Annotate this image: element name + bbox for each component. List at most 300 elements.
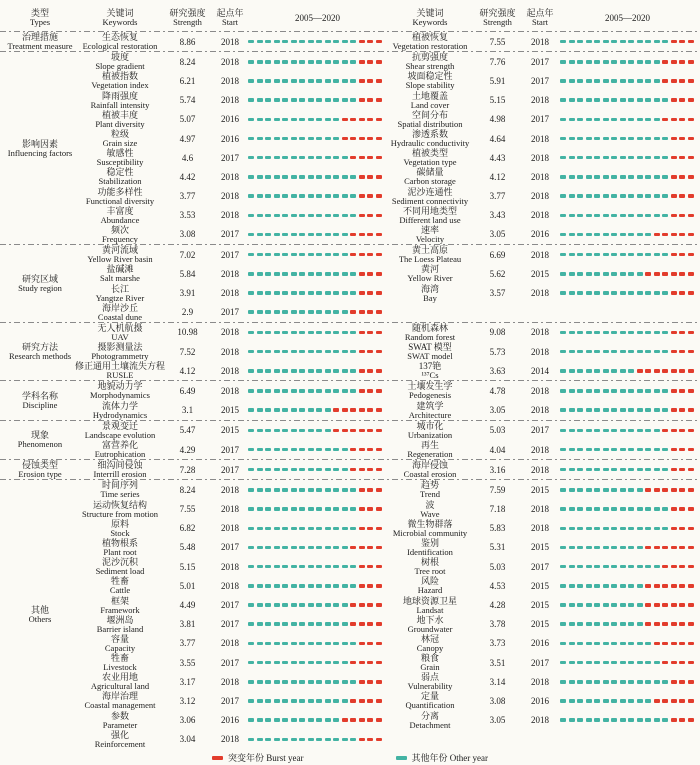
other-year-segment [274, 429, 280, 433]
keyword-zh: 无人机航摄 [97, 322, 143, 333]
other-year-segment [620, 253, 626, 257]
start-year: 2015 [531, 580, 549, 591]
other-year-segment [316, 310, 322, 314]
timeline-bar [560, 389, 694, 393]
start-year: 2015 [221, 425, 239, 436]
burst-timeline [555, 342, 700, 361]
other-year-segment [316, 527, 322, 531]
other-year-segment [569, 60, 575, 64]
other-year-segment [248, 194, 254, 198]
header-keywords-en: Keywords [412, 17, 448, 27]
other-year-segment [265, 233, 271, 237]
other-year-segment [308, 98, 314, 102]
burst-year-segment [359, 60, 365, 64]
burst-year-segment [679, 718, 685, 722]
keyword-cell [80, 283, 160, 302]
burst-year-segment [359, 448, 365, 452]
other-year-segment [611, 291, 617, 295]
other-year-segment [342, 507, 348, 511]
other-year-segment [645, 661, 651, 665]
other-year-segment [594, 565, 600, 569]
other-year-segment [325, 272, 331, 276]
other-year-segment [316, 642, 322, 646]
strength-value: 3.57 [489, 288, 506, 299]
other-year-segment [333, 331, 339, 335]
other-year-segment [560, 661, 566, 665]
other-year-segment [577, 527, 583, 531]
burst-year-segment [679, 156, 685, 160]
other-year-segment [308, 622, 314, 626]
burst-year-segment [679, 79, 685, 83]
other-year-segment [594, 233, 600, 237]
keyword-cell [390, 711, 470, 730]
burst-timeline [245, 206, 390, 225]
strength-value: 3.17 [179, 676, 196, 687]
strength-value: 3.05 [489, 229, 506, 240]
burst-timeline [555, 480, 700, 499]
other-year-segment [333, 507, 339, 511]
burst-year-segment [359, 565, 365, 569]
start-year: 2018 [531, 152, 549, 163]
other-year-segment [560, 233, 566, 237]
burst-year-segment [376, 507, 382, 511]
type-label [0, 52, 80, 244]
type-en: Study region [18, 282, 62, 293]
strength-value: 5.62 [489, 268, 506, 279]
other-year-segment [299, 350, 305, 354]
other-year-segment [299, 718, 305, 722]
other-year-segment [325, 194, 331, 198]
other-year-segment [291, 661, 297, 665]
strength-value: 5.47 [179, 425, 196, 436]
group-3 [0, 245, 700, 322]
keyword-cell [390, 672, 470, 691]
burst-year-segment [688, 389, 694, 393]
type-label [0, 381, 80, 419]
other-year-segment [586, 389, 592, 393]
keyword-en: Cattle [109, 585, 131, 596]
strength-value: 5.15 [179, 561, 196, 572]
other-year-segment [274, 488, 280, 492]
header-keywords-left [80, 4, 160, 31]
other-year-segment [577, 584, 583, 588]
burst-year-segment [376, 118, 382, 122]
timeline-bar [560, 622, 694, 626]
keyword-cell [390, 653, 470, 672]
other-year-segment [560, 253, 566, 257]
burst-year-segment [688, 291, 694, 295]
timeline-bar [560, 642, 694, 646]
other-year-segment [291, 175, 297, 179]
other-year-segment [594, 79, 600, 83]
burst-year-segment [671, 603, 677, 607]
start-year: 2016 [221, 133, 239, 144]
keyword-zh: 坡度 [110, 52, 129, 63]
keyword-zh: SWAT 模型 [408, 342, 452, 353]
other-year-segment [342, 98, 348, 102]
burst-timeline [245, 381, 390, 400]
other-year-segment [333, 233, 339, 237]
burst-year-segment [350, 718, 356, 722]
other-year-segment [645, 429, 651, 433]
start-year: 2017 [221, 249, 239, 260]
keyword-zh: 树根 [420, 557, 439, 568]
other-year-segment [569, 468, 575, 472]
burst-year-segment [662, 79, 668, 83]
burst-year-segment [359, 488, 365, 492]
keyword-zh: 植被丰度 [101, 109, 138, 120]
timeline-bar [248, 389, 382, 393]
other-year-segment [637, 565, 643, 569]
burst-year-segment [671, 622, 677, 626]
start-year: 2018 [531, 346, 549, 357]
header-start-left [215, 4, 245, 31]
burst-year-segment [671, 214, 677, 218]
strength-value: 3.55 [179, 657, 196, 668]
other-year-segment [662, 350, 668, 354]
burst-year-segment [376, 565, 382, 569]
burst-timeline [555, 323, 700, 342]
burst-year-segment [367, 468, 373, 472]
other-year-segment [308, 642, 314, 646]
other-year-segment [620, 40, 626, 44]
other-year-segment [603, 408, 609, 412]
burst-year-segment [367, 98, 373, 102]
other-year-segment [282, 156, 288, 160]
other-year-segment [257, 310, 263, 314]
burst-year-segment [679, 408, 685, 412]
other-year-segment [586, 79, 592, 83]
other-year-segment [620, 527, 626, 531]
keyword-cell [390, 206, 470, 225]
other-year-segment [299, 137, 305, 141]
burst-year-segment [367, 622, 373, 626]
other-year-segment [628, 565, 634, 569]
other-year-segment [611, 175, 617, 179]
other-year-segment [569, 369, 575, 373]
strength-value: 4.6 [181, 152, 194, 163]
other-year-segment [620, 350, 626, 354]
timeline-bar [560, 137, 694, 141]
timeline-bar [248, 253, 382, 257]
burst-year-segment [367, 310, 373, 314]
burst-year-segment [671, 194, 677, 198]
burst-year-segment [367, 60, 373, 64]
other-year-segment [577, 546, 583, 550]
other-year-segment [291, 214, 297, 218]
other-year-segment [308, 738, 314, 742]
other-year-segment [586, 40, 592, 44]
other-year-segment [637, 331, 643, 335]
burst-timeline [245, 421, 390, 440]
other-year-segment [342, 156, 348, 160]
burst-year-segment [671, 565, 677, 569]
other-year-segment [299, 738, 305, 742]
timeline-bar [560, 118, 694, 122]
strength-value: 7.52 [179, 346, 196, 357]
other-year-segment [291, 468, 297, 472]
group-6 [0, 421, 700, 459]
keyword-zh: 鉴别 [420, 537, 439, 548]
other-year-segment [569, 699, 575, 703]
group-8 [0, 480, 700, 749]
other-year-segment [594, 137, 600, 141]
burst-year-segment [671, 156, 677, 160]
strength-value: 9.08 [489, 327, 506, 338]
keyword-zh: 原料 [110, 518, 129, 529]
start-year: 2018 [531, 133, 549, 144]
other-year-segment [654, 60, 660, 64]
other-year-segment [577, 488, 583, 492]
other-year-segment [342, 331, 348, 335]
timeline-bar [560, 79, 694, 83]
header-strength-en: Strength [483, 17, 512, 27]
timeline-bar [560, 194, 694, 198]
keyword-cell [80, 342, 160, 361]
strength-value: 4.12 [489, 171, 506, 182]
other-year-segment [265, 527, 271, 531]
other-year-segment [645, 507, 651, 511]
start-year: 2017 [531, 56, 549, 67]
other-year-segment [308, 565, 314, 569]
other-year-segment [662, 680, 668, 684]
start-year: 2018 [221, 523, 239, 534]
other-year-segment [628, 98, 634, 102]
keyword-en: Wave [420, 508, 440, 519]
other-year-segment [342, 253, 348, 257]
keyword-en: Bay [423, 292, 437, 303]
other-year-segment [620, 661, 626, 665]
other-year-segment [333, 79, 339, 83]
other-year-segment [560, 118, 566, 122]
other-year-segment [662, 253, 668, 257]
burst-year-segment [688, 194, 694, 198]
timeline-bar [560, 40, 694, 44]
other-year-segment [594, 546, 600, 550]
burst-year-segment [662, 60, 668, 64]
other-year-segment [603, 272, 609, 276]
burst-year-segment [671, 331, 677, 335]
keyword-en: Structure from motion [81, 508, 158, 519]
other-year-segment [586, 60, 592, 64]
keyword-zh: 再生 [420, 440, 439, 451]
timeline-bar [560, 331, 694, 335]
burst-year-segment [679, 429, 685, 433]
keyword-zh: 分离 [420, 710, 439, 721]
keyword-en: Parameter [102, 719, 138, 730]
other-year-segment [662, 448, 668, 452]
other-year-segment [586, 272, 592, 276]
other-year-segment [342, 488, 348, 492]
strength-value: 3.08 [179, 229, 196, 240]
other-year-segment [569, 350, 575, 354]
other-year-segment [265, 310, 271, 314]
other-year-segment [325, 156, 331, 160]
other-year-segment [316, 156, 322, 160]
other-year-segment [577, 718, 583, 722]
burst-year-segment [359, 118, 365, 122]
burst-year-segment [688, 79, 694, 83]
start-year: 2018 [221, 327, 239, 338]
other-year-segment [560, 214, 566, 218]
other-year-segment [257, 331, 263, 335]
keyword-zh: 城市化 [416, 420, 444, 431]
other-year-segment [291, 253, 297, 257]
other-year-segment [637, 156, 643, 160]
other-year-segment [316, 137, 322, 141]
burst-year-segment [679, 214, 685, 218]
other-year-segment [333, 350, 339, 354]
burst-year-segment [662, 233, 668, 237]
other-year-segment [333, 488, 339, 492]
burst-year-segment [679, 507, 685, 511]
keyword-cell [80, 401, 160, 420]
other-year-segment [569, 79, 575, 83]
burst-year-segment [367, 527, 373, 531]
other-year-segment [248, 468, 254, 472]
burst-year-segment [359, 291, 365, 295]
timeline-bar [248, 642, 382, 646]
keyword-cell [390, 538, 470, 557]
keyword-en: Pedogenesis [408, 390, 452, 401]
keyword-zh: 弱点 [420, 672, 439, 683]
strength-value: 3.1 [181, 405, 194, 416]
other-year-segment [586, 546, 592, 550]
burst-year-segment [376, 468, 382, 472]
other-year-segment [611, 603, 617, 607]
burst-year-segment [376, 331, 382, 335]
start-year: 2017 [531, 114, 549, 125]
other-year-segment [645, 253, 651, 257]
other-year-segment [299, 291, 305, 295]
other-year-segment [662, 408, 668, 412]
start-year: 2018 [531, 676, 549, 687]
other-year-segment [248, 389, 254, 393]
keyword-zh: 定量 [420, 691, 439, 702]
other-year-segment [603, 661, 609, 665]
start-year: 2018 [221, 95, 239, 106]
burst-year-segment [671, 718, 677, 722]
other-year-segment [611, 622, 617, 626]
other-year-segment [316, 408, 322, 412]
other-year-segment [637, 488, 643, 492]
burst-year-segment [671, 175, 677, 179]
burst-year-segment [376, 253, 382, 257]
other-year-segment [316, 699, 322, 703]
other-year-segment [333, 272, 339, 276]
other-year-segment [611, 331, 617, 335]
other-year-segment [611, 429, 617, 433]
other-year-segment [594, 622, 600, 626]
other-year-segment [611, 60, 617, 64]
timeline-bar [560, 291, 694, 295]
burst-timeline [245, 634, 390, 653]
other-year-segment [342, 175, 348, 179]
other-year-segment [299, 194, 305, 198]
burst-year-segment [367, 331, 373, 335]
other-year-segment [325, 603, 331, 607]
other-year-segment [299, 272, 305, 276]
burst-year-segment [662, 642, 668, 646]
other-year-segment [620, 488, 626, 492]
burst-timeline [555, 401, 700, 420]
burst-year-segment [654, 488, 660, 492]
burst-year-segment [645, 584, 651, 588]
keyword-en: Grain [420, 662, 440, 673]
other-year-segment [569, 233, 575, 237]
other-year-segment [594, 369, 600, 373]
other-year-segment [282, 718, 288, 722]
other-year-segment [569, 137, 575, 141]
other-year-segment [620, 79, 626, 83]
strength-value: 7.59 [489, 484, 506, 495]
keyword-zh: 盐碱滩 [106, 264, 134, 275]
other-year-segment [316, 680, 322, 684]
other-year-segment [594, 331, 600, 335]
burst-timeline [555, 691, 700, 710]
other-year-segment [569, 718, 575, 722]
burst-year-segment [679, 369, 685, 373]
keyword-en: Carbon storage [404, 176, 456, 187]
other-year-segment [333, 137, 339, 141]
timeline-bar [560, 408, 694, 412]
timeline-bar [248, 565, 382, 569]
other-year-segment [586, 137, 592, 141]
burst-timeline [555, 361, 700, 380]
other-year-segment [662, 468, 668, 472]
burst-year-segment [671, 79, 677, 83]
other-year-segment [620, 98, 626, 102]
start-year: 2018 [531, 444, 549, 455]
burst-year-segment [367, 137, 373, 141]
other-year-segment [620, 699, 626, 703]
strength-value: 5.91 [489, 75, 506, 86]
keyword-cell [80, 557, 160, 576]
other-year-segment [299, 79, 305, 83]
other-year-segment [594, 448, 600, 452]
other-year-segment [586, 699, 592, 703]
burst-year-segment [688, 233, 694, 237]
keyword-cell [80, 480, 160, 499]
burst-year-segment [679, 350, 685, 354]
other-year-segment [265, 137, 271, 141]
other-year-segment [342, 272, 348, 276]
start-year: 2015 [531, 619, 549, 630]
timeline-bar [560, 175, 694, 179]
other-year-segment [645, 118, 651, 122]
keyword-cell [390, 500, 470, 519]
other-year-segment [628, 546, 634, 550]
other-year-segment [333, 60, 339, 64]
other-year-segment [560, 389, 566, 393]
table-header [0, 0, 700, 31]
burst-year-segment [367, 546, 373, 550]
timeline-bar [248, 310, 382, 314]
other-year-segment [586, 369, 592, 373]
other-year-segment [308, 40, 314, 44]
other-year-segment [603, 79, 609, 83]
other-year-segment [662, 214, 668, 218]
burst-year-segment [367, 175, 373, 179]
burst-year-segment [350, 253, 356, 257]
other-year-segment [586, 253, 592, 257]
other-year-segment [569, 194, 575, 198]
burst-year-segment [688, 175, 694, 179]
keyword-en: Spatial distribution [397, 118, 463, 129]
keyword-zh: 海岸治理 [101, 691, 138, 702]
other-year-segment [325, 408, 331, 412]
other-year-segment [265, 408, 271, 412]
